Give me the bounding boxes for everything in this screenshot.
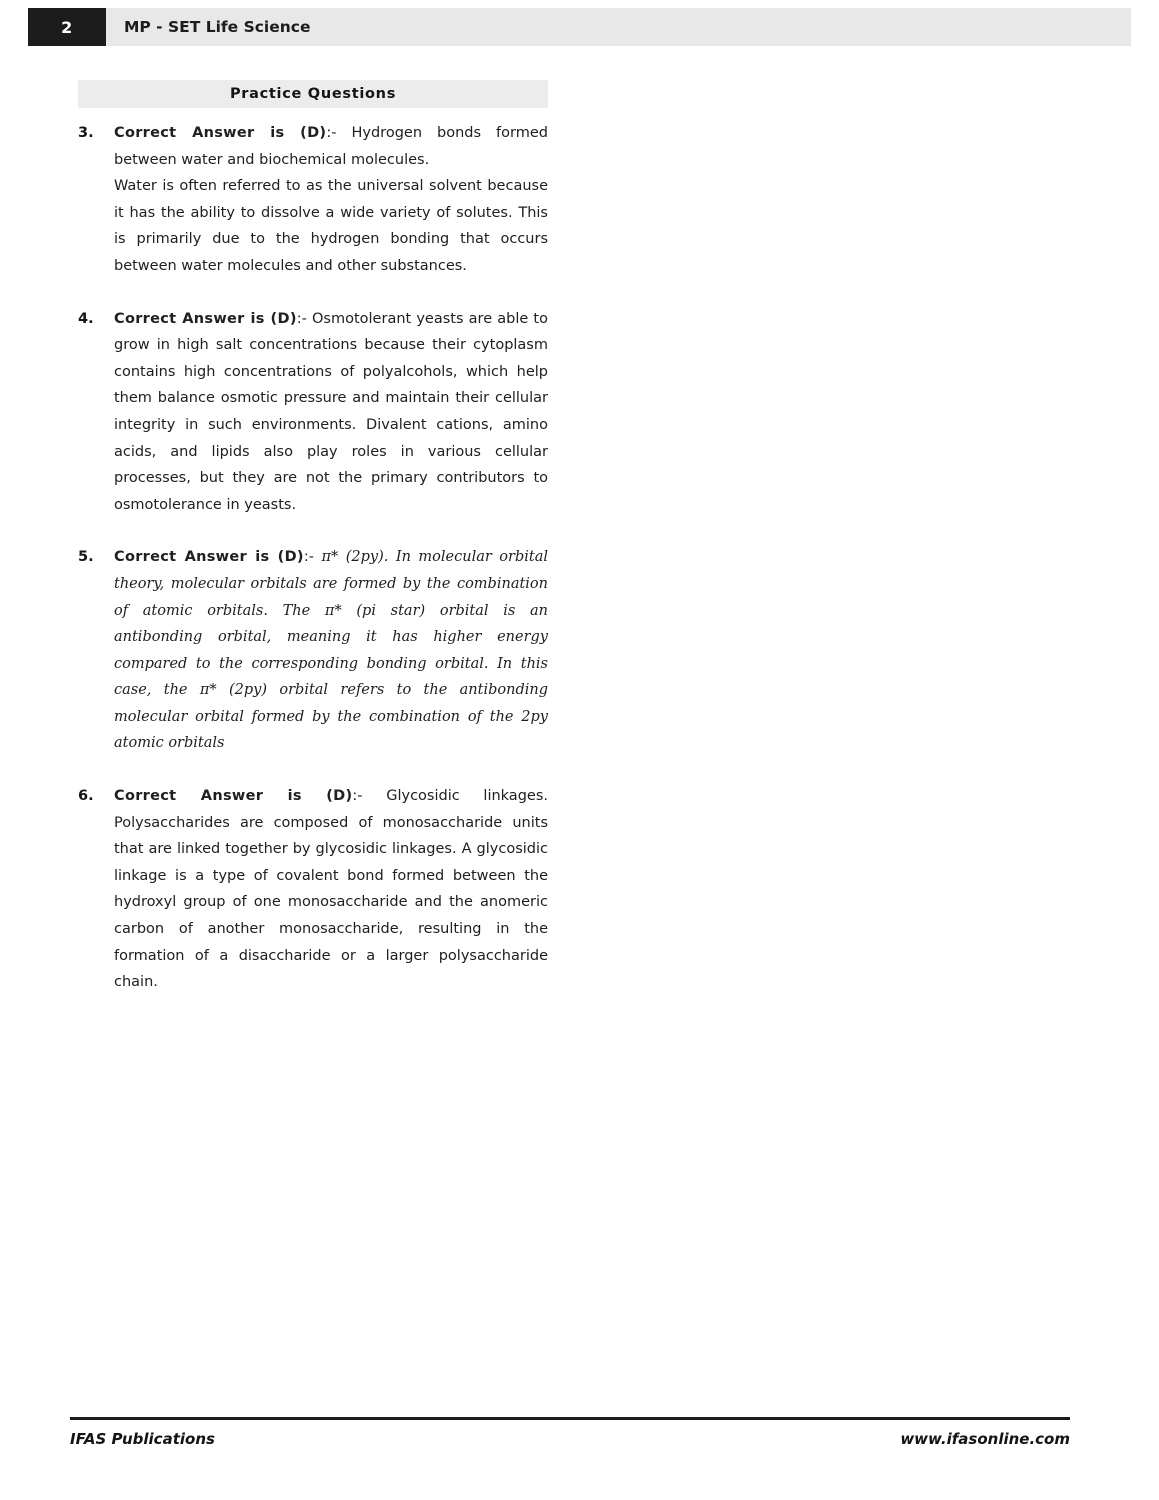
question-body — [114, 306, 548, 519]
answer-first-paragraph — [114, 120, 548, 173]
answer-lead-suffix: :- — [296, 310, 307, 327]
answer-first-paragraph — [114, 783, 548, 996]
list-item — [78, 783, 548, 996]
answer-first-line: π* (2py). In molecular orbital theory, molecular orbitals are formed by the combination of atomic orbitals. The π* (pi star) orbital is an antibonding orbital, meaning it has higher energy compared to the corresponding bonding orbital. In this case, the π* (2py) orbital refers to the antibonding molecular orbital formed by the combination of the 2py atomic orbitals — [114, 549, 548, 752]
section-banner: Practice Questions — [78, 80, 548, 108]
answer-lead: Correct Answer is (D) — [114, 125, 327, 141]
footer-website: www.ifasonline.com — [900, 1430, 1070, 1448]
page-footer — [70, 1430, 1070, 1448]
question-number: 4. — [78, 310, 94, 327]
answer-first-line: Osmotolerant yeasts are able to grow in high salt concentrations because their cytoplasm contains high concentrations of polyalcohols, which help them balance osmotic pressure and maintain their cellular integrity in such environments. Divalent cations, amino acids, and lipids also play roles in various cellular processes, but they are not the primary contributors to osmotolerance in yeasts. — [114, 310, 548, 513]
question-number: 3. — [78, 125, 94, 141]
answer-lead: Correct Answer is (D) — [114, 549, 304, 566]
question-body — [114, 120, 548, 280]
footer-divider — [70, 1417, 1070, 1420]
answer-explanation: Water is often referred to as the universal solvent because it has the ability to dissolve a wide variety of solutes. This is primarily due to the hydrogen bonding that occurs between water molecules and other substances. — [114, 178, 548, 274]
answer-lead-suffix: :- — [352, 788, 363, 805]
answer-lead-suffix: :- — [326, 125, 337, 141]
answer-lead: Correct Answer is (D) — [114, 788, 353, 805]
answer-lead: Correct Answer is (D) — [114, 310, 297, 327]
page-header — [28, 8, 1131, 46]
footer-publisher: IFAS Publications — [70, 1430, 215, 1448]
list-item — [78, 544, 548, 757]
answers-list — [78, 120, 548, 1022]
answer-lead-suffix: :- — [303, 549, 314, 566]
list-item — [78, 306, 548, 519]
page-title: MP - SET Life Science — [124, 18, 311, 36]
answer-first-paragraph — [114, 544, 548, 757]
answer-first-line: Glycosidic linkages. Polysaccharides are composed of monosaccharide units that are linked together by glycosidic linkages. A glycosidic linkage is a type of covalent bond formed between the hydroxyl group of one monosaccharide and the anomeric carbon of another monosaccharide, resulting in the formation of a disaccharide or a larger polysaccharide chain. — [114, 788, 548, 991]
answer-first-paragraph — [114, 306, 548, 519]
question-body — [114, 783, 548, 996]
question-body — [114, 544, 548, 757]
answer-first-line: Hydrogen bonds formed between water and biochemical molecules. — [114, 125, 548, 168]
question-number: 5. — [78, 549, 94, 566]
page-number: 2 — [28, 8, 106, 46]
question-number: 6. — [78, 788, 94, 805]
list-item — [78, 120, 548, 280]
